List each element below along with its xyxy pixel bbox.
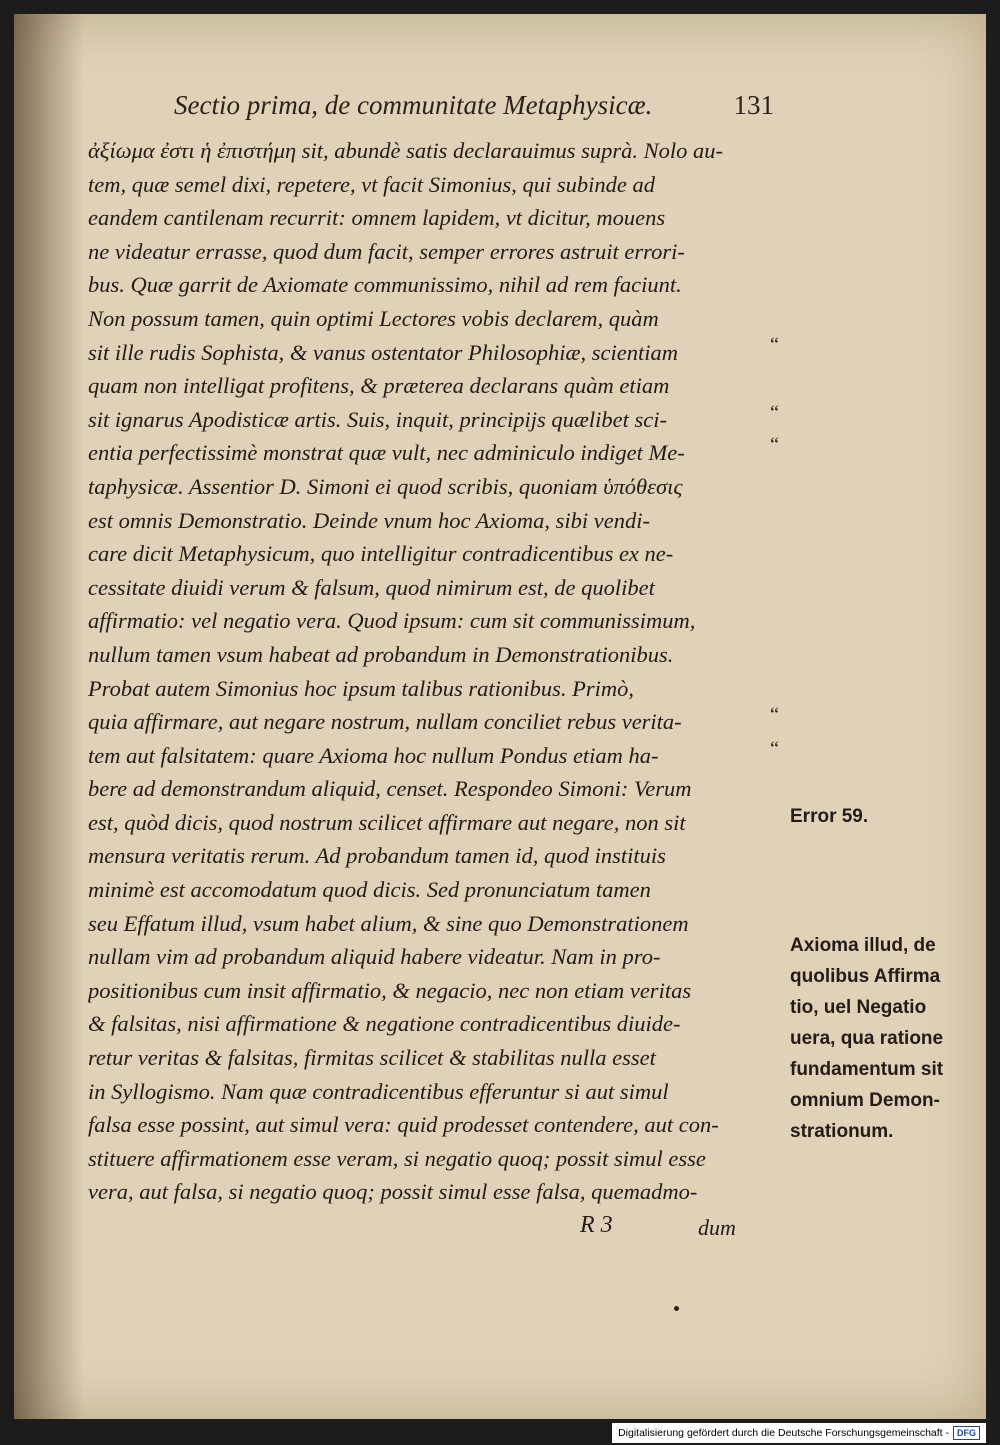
text-line: tem, quæ semel dixi, repetere, vt facit Simonius, qui subinde ad — [88, 171, 655, 197]
text-line: quam non intelligat profitens, & præterea declarans quàm etiam — [88, 373, 670, 399]
text-line: Non possum tamen, quin optimi Lectores vobis declarem, quàm — [88, 305, 659, 331]
page-header — [174, 90, 774, 130]
ink-speck — [674, 1306, 679, 1311]
text-line: seu Effatum illud, vsum habet alium, & sine quo Demonstrationem — [88, 910, 689, 936]
marginal-line: omnium Demon- — [790, 1090, 940, 1111]
text-line: tem aut falsitatem: quare Axioma hoc nullum Pondus etiam ha- — [88, 742, 659, 768]
text-line: sit ille rudis Sophista, & vanus ostentator Philosophiæ, scientiam — [88, 339, 679, 365]
text-line: stituere affirmationem esse veram, si negatio quoq; possit simul esse — [88, 1145, 706, 1171]
axiom-marginal-note — [790, 930, 943, 1147]
text-line: nullam vim ad probandum aliquid habere videatur. Nam in pro- — [88, 944, 661, 970]
text-line: est, quòd dicis, quod nostrum scilicet affirmare aut negare, non sit — [88, 809, 686, 835]
error-note: Error 59. — [790, 806, 869, 827]
quote-mark: “ — [770, 402, 779, 424]
text-line: entia perfectissimè monstrat quæ vult, nec adminiculo indiget Me- — [88, 440, 685, 466]
running-head: Sectio prima, de communitate Metaphysicæ. — [174, 90, 653, 120]
text-line: ne videatur errasse, quod dum facit, semper errores astruit errori- — [88, 238, 685, 264]
text-line: quia affirmare, aut negare nostrum, nullam conciliet rebus verita- — [88, 709, 682, 735]
text-line: & falsitas, nisi affirmatione & negatione contradicentibus diuide- — [88, 1011, 681, 1037]
text-line: affirmatio: vel negatio vera. Quod ipsum: cum sit communissimum, — [88, 608, 696, 634]
text-line: bus. Quæ garrit de Axiomate communissimo, nihil ad rem faciunt. — [88, 272, 682, 298]
body-text — [88, 134, 788, 1209]
text-line: bere ad demonstrandum aliquid, censet. Respondeo Simoni: Verum — [88, 776, 692, 802]
text-line: retur veritas & falsitas, firmitas scilicet & stabilitas nulla esset — [88, 1045, 656, 1071]
digitization-credit — [612, 1423, 986, 1443]
dfg-logo: DFG — [953, 1426, 980, 1440]
marginal-line: strationum. — [790, 1121, 894, 1142]
page-number: 131 — [733, 90, 774, 120]
text-line: Probat autem Simonius hoc ipsum talibus rationibus. Primò, — [88, 675, 635, 701]
text-line: est omnis Demonstratio. Deinde vnum hoc Axioma, sibi vendi- — [88, 507, 650, 533]
marginal-line: quolibus Affirma — [790, 966, 941, 987]
text-line: cessitate diuidi verum & falsum, quod nimirum est, de quolibet — [88, 574, 655, 600]
text-line: taphysicæ. Assentior D. Simoni ei quod scribis, quoniam ὑπόθεσις — [88, 473, 683, 499]
catchword: dum — [698, 1215, 736, 1240]
text-line: positionibus cum insit affirmatio, & negacio, nec non etiam veritas — [88, 977, 692, 1003]
text-line: falsa esse possint, aut simul vera: quid prodesset contendere, aut con- — [88, 1112, 719, 1138]
text-line: nullum tamen vsum habeat ad probandum in Demonstrationibus. — [88, 641, 674, 667]
text-line: ἀξίωμα ἐστι ἡ ἐπιστήμη sit, abundè satis declarauimus suprà. Nolo au- — [88, 138, 724, 163]
text-line: care dicit Metaphysicum, quo intelligitur contradicentibus ex ne- — [88, 541, 674, 567]
quote-mark: “ — [770, 434, 779, 456]
marginal-line: Axioma illud, de — [790, 935, 936, 956]
credit-text: Digitalisierung gefördert durch die Deutsche Forschungsgemeinschaft - — [618, 1427, 949, 1439]
quote-mark: “ — [770, 334, 779, 356]
marginal-line: uera, qua ratione — [790, 1028, 944, 1049]
page-gutter-shadow — [14, 14, 84, 1419]
quote-mark: “ — [770, 738, 779, 760]
text-line: in Syllogismo. Nam quæ contradicentibus efferuntur si aut simul — [88, 1078, 669, 1104]
text-line: mensura veritatis rerum. Ad probandum tamen id, quod instituis — [88, 843, 666, 869]
book-page — [14, 14, 986, 1419]
signature-mark: R 3 — [580, 1212, 613, 1238]
text-line: vera, aut falsa, si negatio quoq; possit simul esse falsa, quemadmo- — [88, 1179, 698, 1205]
text-line: eandem cantilenam recurrit: omnem lapidem, vt dicitur, mouens — [88, 205, 666, 231]
quote-mark: “ — [770, 704, 779, 726]
marginal-line: tio, uel Negatio — [790, 997, 927, 1018]
marginal-line: fundamentum sit — [790, 1059, 944, 1080]
text-line: sit ignarus Apodisticæ artis. Suis, inquit, principijs quælibet sci- — [88, 406, 668, 432]
text-line: minimè est accomodatum quod dicis. Sed pronunciatum tamen — [88, 877, 651, 903]
